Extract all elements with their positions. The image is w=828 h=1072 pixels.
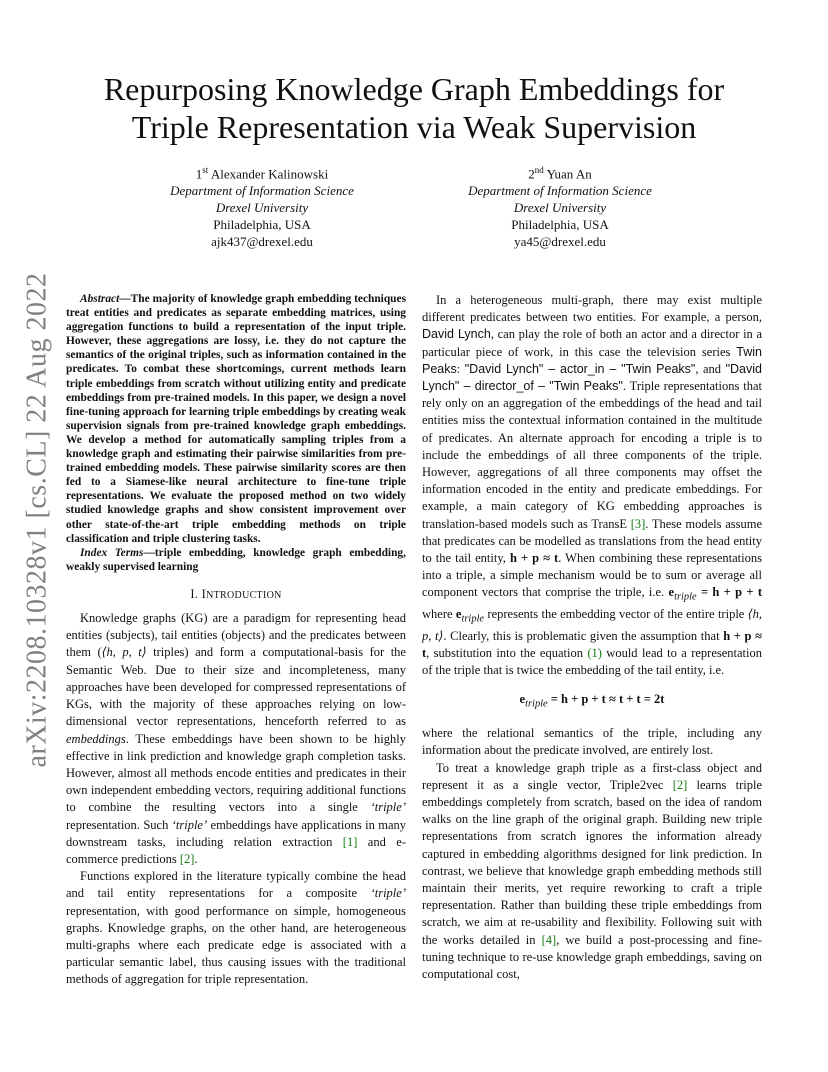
author-city: Philadelphia, USA <box>511 217 609 233</box>
author-dept: Department of Information Science <box>170 183 354 199</box>
section-heading-introduction: I. INTRODUCTION <box>190 586 282 601</box>
citation-link[interactable]: [4] <box>541 932 557 947</box>
abstract: Abstract—The majority of knowledge graph embedding techniques treat entities and predicates as separate embedding matrices, using aggregation functions to build a representation of the input triple. However, these aggregations are lossy, i.e. they do not capture the semantics of the original triples, such as information contained in the predicates. To combat these shortcomings, current methods learn triple embeddings from scratch without utilizing entity and predicate embeddings from pre-trained models. In this paper, we design a novel fine-tuning approach for learning triple embeddings by creating weak supervision signals from pre-trained knowledge graph embeddings. We develop a method for automatically sampling triples from a knowledge graph and estimating their pairwise similarities from pre-trained embedding models. These pairwise similarity scores are then fed to a Siamese-like neural architecture to fine-tune triple representations. We evaluate the proposed method on two widely studied knowledge graphs and show consistent improvement over other state-of-the-art triple embedding methods on triple classification and triple clustering tasks. <box>66 293 406 545</box>
intro-paragraph-2: Functions explored in the literature typically combine the head and tail entity representations for a composite ‘triple’ representation, with good performance on simple, homogeneous graphs. Knowledge graphs, on the other hand, are heterogeneous multi-graphs where each predicate edge is associated with a particular semantic label, thus causing issues with the traditional methods of aggregation for triple representation. <box>66 869 406 987</box>
citation-link[interactable]: [1] <box>342 834 358 849</box>
left-column <box>66 292 406 989</box>
index-terms: Index Terms—triple embedding, knowledge graph embedding, weakly supervised learning <box>66 546 406 573</box>
author-univ: Drexel University <box>215 200 309 216</box>
equation-link[interactable]: (1) <box>587 646 602 661</box>
author-name: Yuan An <box>546 166 592 182</box>
author-block-1: 1st Alexander Kalinowski Department of Information Science Drexel University Philadelphia, USA ajk437@drexel.edu <box>142 162 382 250</box>
arxiv-stamp: arXiv:2208.10328v1 [cs.CL] 22 Aug 2022 <box>21 272 52 768</box>
title-line-1: Repurposing Knowledge Graph Embeddings for <box>103 71 725 107</box>
author-name: Alexander Kalinowski <box>210 166 329 182</box>
intro-paragraph-1: Knowledge graphs (KG) are a paradigm for representing head entities (subjects), tail entities (objects) and the predicates between them (⟨h, p, t⟩ triples) and form a computational-basis for the Semantic Web. Due to their size and incompleteness, many approaches have been developed for compressed representations of KGs, with the majority of these approaches relying on low-dimensional vector representations, henceforth referred to as embeddings. These embeddings have been shown to be highly effective in link prediction and knowledge graph completion tasks. However, almost all methods encode entities and predicates in their own independent embedding vectors, requiring additional functions to combine the resulting vectors into a single ‘triple’ representation. Such ‘triple’ embeddings have applications in many downstream tasks, including relation extraction [1] and e-commerce predictions [2]. <box>66 611 406 866</box>
author-city: Philadelphia, USA <box>213 217 311 233</box>
citation-link[interactable]: [2] <box>179 851 195 866</box>
right-paragraph-2: where the relational semantics of the triple, including any information about the predicate involved, are entirely lost. <box>422 726 762 758</box>
paper-title <box>60 70 768 146</box>
citation-link[interactable]: [2] <box>672 777 688 792</box>
equation-display: $e_{triple} = h + p + t \approx t + t = 2t$ <box>519 692 665 710</box>
right-paragraph-3: To treat a knowledge graph triple as a first-class object and represent it as a single vector, Triple2vec [2] learns triple embeddings completely from scratch, based on the idea of random walks on the line graph of the original graph. Building new triple representations from scratch ignores the information already captured in embedding algorithms designed for link prediction. In contrast, we believe that knowledge graph embedding methods still maintain their merits, yet require reworking to craft a triple representation. Rather than building these triple embeddings from scratch, we aim at re-usability and flexibility. Following suit with the works detailed in [4], we build a post-processing and fine-tuning technique to re-use knowledge graph embeddings, saving on computational cost, <box>422 760 762 982</box>
citation-link[interactable]: [3] <box>630 516 646 531</box>
author-univ: Drexel University <box>513 200 607 216</box>
right-column <box>422 292 762 983</box>
author-block-2: 2nd Yuan An Department of Information Science Drexel University Philadelphia, USA ya45@drexel.edu <box>440 162 680 250</box>
author-email: ya45@drexel.edu <box>514 234 606 250</box>
author-dept: Department of Information Science <box>468 183 652 199</box>
author-email: ajk437@drexel.edu <box>211 234 313 250</box>
right-paragraph-1: In a heterogeneous multi-graph, there may exist multiple different predicates between two entities. For example, a person, David Lynch, can play the role of both an actor and a director in a particular piece of work, in this case the television series Twin Peaks: "David Lynch" – actor_in – "Twin Peaks", and "David Lynch" – director_of – "Twin Peaks". Triple representations that rely only on an aggregation of the embeddings of the head and tail entities miss the contextual information contained in the multitude of predicates. An alternate approach for encoding a triple is to include the embeddings of all three components of the triple. However, aggregations of all three components may offset the information encoded in the entity and predicate embeddings. For example, a main category of KG embedding approaches is translation-based models such as TransE [3]. These models assume that predicates can be modelled as translations from the head entity to the tail entity, h + p ≈ t. When combining these representations into a triple, a simple mechanism would be to sum or average all component vectors that comprise the triple, i.e. $e_{triple} = h + p + t$ where $e_{triple}$ represents the embedding vector of the entire triple ⟨h, p, t⟩. Clearly, this is problematic given the assumption that h + p ≈ t, substitution into the equation (1) would lead to a representation of the triple that is twice the embedding of the tail entity, i.e. <box>422 293 763 678</box>
title-line-2: Triple Representation via Weak Supervision <box>131 109 697 145</box>
